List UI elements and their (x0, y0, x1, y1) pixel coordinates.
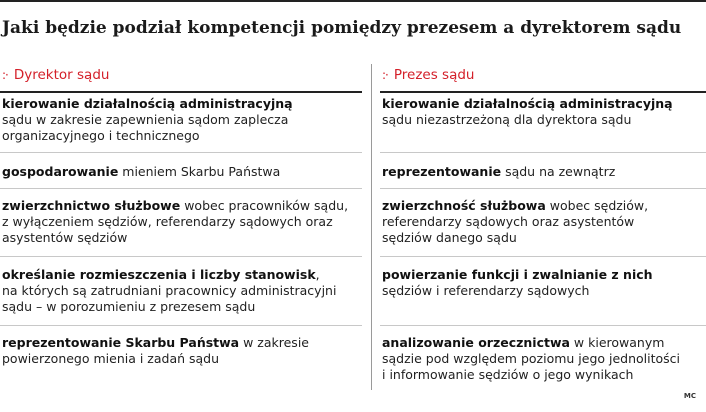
item-separator (380, 256, 706, 257)
competence-text: sędziów i referendarzy sądowych (382, 283, 590, 298)
competence-item (382, 335, 704, 383)
competence-bold: analizowanie orzecznictwa (382, 335, 570, 350)
item-separator (0, 152, 362, 153)
competence-text: , (315, 267, 320, 282)
competence-text: w zakresie (239, 335, 309, 350)
competence-text: na których są zatrudniani pracownicy administracyjni (2, 283, 337, 298)
item-separator (380, 188, 706, 189)
competence-text: sądu na zewnątrz (501, 164, 616, 179)
competence-item (382, 198, 704, 246)
competence-item (2, 164, 364, 180)
competence-bold: zwierzchnictwo służbowe (2, 198, 181, 213)
heading-rule (380, 91, 706, 93)
item-separator (380, 325, 706, 326)
competence-bold: kierowanie działalnością administracyjną (2, 96, 293, 111)
competence-bold: kierowanie działalnością administracyjną (382, 96, 673, 111)
competence-item (2, 96, 364, 144)
competence-text: z wyłączeniem sędziów, referendarzy sądowych oraz (2, 214, 333, 229)
heading-rule (0, 91, 362, 93)
competence-bold: powierzanie funkcji i zwalnianie z nich (382, 267, 653, 282)
competence-item (382, 267, 704, 299)
item-separator (0, 188, 362, 189)
column-heading-label: Dyrektor sądu (13, 66, 110, 83)
competence-bold: zwierzchność służbowa (382, 198, 546, 213)
competence-bold: gospodarowanie (2, 164, 119, 179)
column-heading-dyrektor (0, 64, 362, 85)
column-dyrektor (0, 64, 362, 93)
competence-text: wobec pracowników sądu, (180, 198, 349, 213)
competence-text: sądu w zakresie zapewnienia sądom zaplecza (2, 112, 289, 127)
competence-text: sądu niezastrzeżoną dla dyrektora sądu (382, 112, 632, 127)
competence-text: i informowanie sędziów o jego wynikach (382, 367, 634, 382)
page-title: Jaki będzie podział kompetencji pomiędzy prezesem a dyrektorem sądu (2, 18, 682, 38)
competence-bold: określanie rozmieszczenia i liczby stanowisk (2, 267, 316, 282)
top-rule (0, 0, 706, 2)
competence-text: wobec sędziów, (545, 198, 649, 213)
author-credit: MC (683, 392, 696, 400)
competence-text: mieniem Skarbu Państwa (118, 164, 281, 179)
competence-bold: reprezentowanie Skarbu Państwa (2, 335, 240, 350)
competence-item (382, 164, 704, 180)
item-separator (380, 152, 706, 153)
heading-marker-icon: :· (2, 67, 8, 82)
competence-text: w kierowanym (569, 335, 665, 350)
heading-marker-icon: :· (382, 67, 388, 82)
competence-text: organizacyjnego i technicznego (2, 128, 200, 143)
column-heading-prezes (380, 64, 706, 85)
competence-text: powierzonego mienia i zadań sądu (2, 351, 220, 366)
competence-item (382, 96, 704, 128)
competence-item (2, 267, 364, 315)
column-heading-label: Prezes sądu (393, 66, 475, 83)
item-separator (0, 325, 362, 326)
competence-text: asystentów sędziów (2, 230, 128, 245)
competence-text: sędziów danego sądu (382, 230, 517, 245)
competence-text: sądu – w porozumieniu z prezesem sądu (2, 299, 256, 314)
competence-text: referendarzy sądowych oraz asystentów (382, 214, 635, 229)
competence-item (2, 198, 364, 246)
competence-item (2, 335, 364, 367)
item-separator (0, 256, 362, 257)
column-prezes (380, 64, 706, 93)
competence-bold: reprezentowanie (382, 164, 502, 179)
column-divider (371, 64, 372, 390)
competence-text: sądzie pod względem poziomu jego jednolitości (382, 351, 681, 366)
